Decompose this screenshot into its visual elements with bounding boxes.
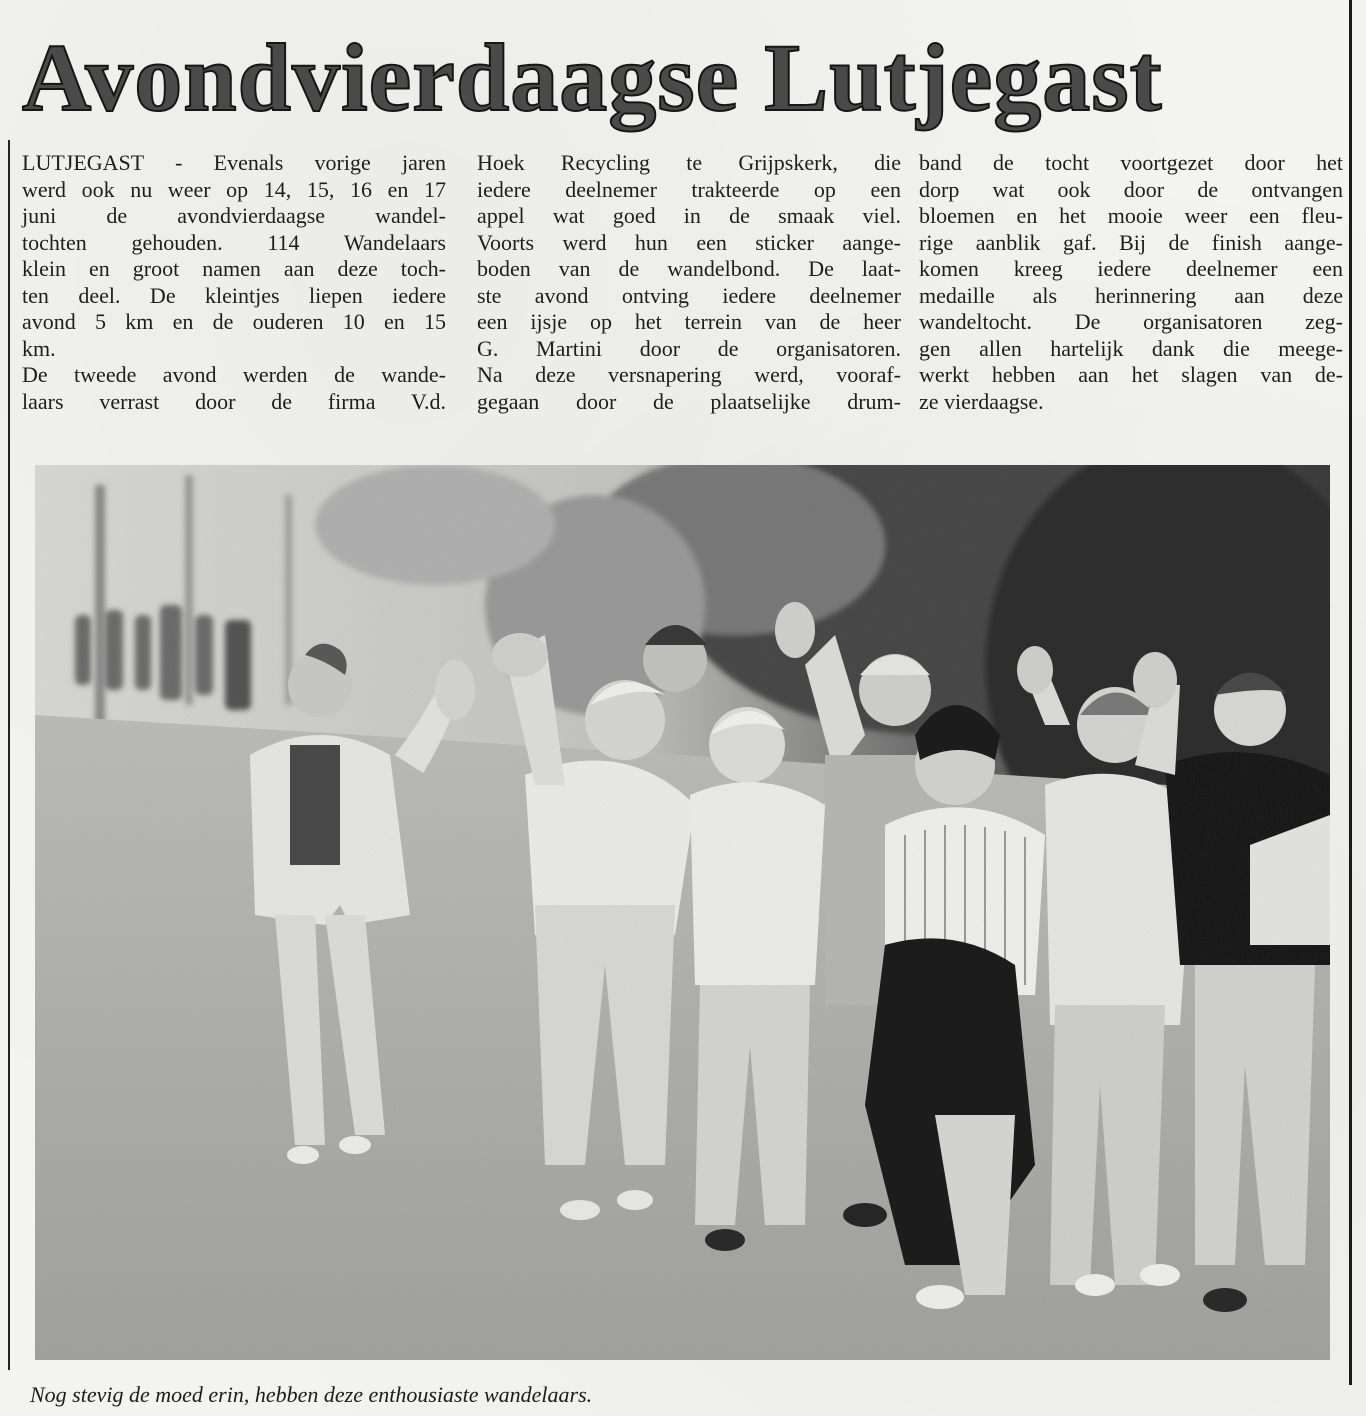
text-line: komen kreeg iedere deelnemer een bbox=[919, 256, 1343, 281]
text-line: Na deze versnapering werd, vooraf- bbox=[477, 362, 901, 387]
text-line: avond 5 km en de ouderen 10 en 15 bbox=[22, 309, 446, 334]
text-line: LUTJEGAST - Evenals vorige jaren bbox=[22, 150, 446, 175]
text-line: G. Martini door de organisatoren. bbox=[477, 335, 901, 361]
headline: Avondvierdaagse Lutjegast bbox=[22, 24, 1163, 131]
clipping-left-rule bbox=[8, 140, 10, 1370]
article-column-3 bbox=[919, 150, 1343, 415]
text-line: iedere deelnemer trakteerde op een bbox=[477, 176, 901, 202]
text-line: tochten gehouden. 114 Wandelaars bbox=[22, 229, 446, 255]
article-body bbox=[22, 150, 1342, 440]
text-line: wandeltocht. De organisatoren zeg- bbox=[919, 309, 1343, 334]
article-column-2 bbox=[477, 150, 901, 415]
text-line: medaille als herinnering aan deze bbox=[919, 282, 1343, 308]
text-line: werd ook nu weer op 14, 15, 16 en 17 bbox=[22, 176, 446, 202]
text-line: boden van de wandelbond. De laat- bbox=[477, 256, 901, 281]
text-line: Voorts werd hun een sticker aange- bbox=[477, 229, 901, 255]
photo-caption: Nog stevig de moed erin, hebben deze enthousiaste wandelaars. bbox=[30, 1382, 593, 1407]
article-column-1 bbox=[22, 150, 446, 415]
text-line: km. bbox=[22, 335, 56, 361]
text-line: De tweede avond werden de wande- bbox=[22, 362, 446, 387]
text-line: gegaan door de plaatselijke drum- bbox=[477, 388, 901, 414]
walkers-photo-illustration bbox=[35, 465, 1330, 1360]
text-line: juni de avondvierdaagse wandel- bbox=[22, 203, 446, 228]
text-line: klein en groot namen aan deze toch- bbox=[22, 256, 446, 281]
text-line: dorp wat ook door de ontvangen bbox=[919, 176, 1343, 202]
text-line: ze vierdaagse. bbox=[919, 388, 1044, 414]
text-line: laars verrast door de firma V.d. bbox=[22, 388, 446, 414]
text-line: een ijsje op het terrein van de heer bbox=[477, 309, 901, 334]
text-line: gen allen hartelijk dank die meege- bbox=[919, 335, 1343, 361]
text-line: rige aanblik gaf. Bij de finish aange- bbox=[919, 229, 1343, 255]
article-photo bbox=[35, 465, 1330, 1360]
text-line: band de tocht voortgezet door het bbox=[919, 150, 1343, 175]
text-line: Hoek Recycling te Grijpskerk, die bbox=[477, 150, 901, 175]
clipping-right-rule bbox=[1349, 0, 1352, 1385]
text-line: bloemen en het mooie weer een fleu- bbox=[919, 203, 1343, 228]
text-line: appel wat goed in de smaak viel. bbox=[477, 203, 901, 228]
text-line: ste avond ontving iedere deelnemer bbox=[477, 282, 901, 308]
text-line: werkt hebben aan het slagen van de- bbox=[919, 362, 1343, 387]
text-line: ten deel. De kleintjes liepen iedere bbox=[22, 282, 446, 308]
